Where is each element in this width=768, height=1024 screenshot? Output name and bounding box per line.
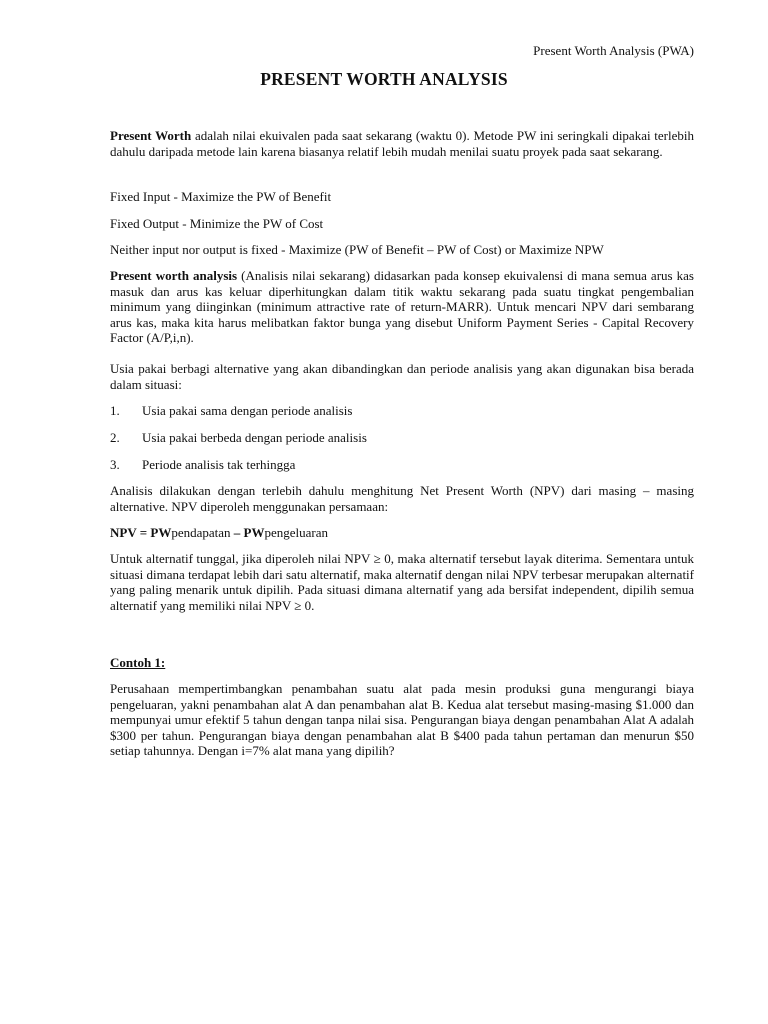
criteria-neither: Neither input nor output is fixed - Maximize (PW of Benefit – PW of Cost) or Maximize NPW [110, 242, 604, 257]
intro-text: adalah nilai ekuivalen pada saat sekarang (waktu 0). Metode PW ini seringkali dipakai terlebih dahulu daripada metode lain karena biasanya relatif lebih mudah menilai suatu proyek pada saat sekarang. [110, 128, 695, 159]
decision-text: Untuk alternatif tunggal, jika diperoleh nilai NPV ≥ 0, maka alternatif tersebut layak diterima. Sementara untuk situasi dimana terdapat lebih dari satu alternatif, maka alternatif dengan nilai NPV terbesar merupakan alternatif yang paling menarik untuk dipilih. Pada situasi dimana alternatif yang ada bersifat independent, dipilih semua alternatif yang memiliki nilai NPV ≥ 0. [110, 551, 694, 613]
formula-sub1: pendapatan [171, 525, 231, 540]
example-text: Perusahaan mempertimbangkan penambahan suatu alat pada mesin produksi guna mengurangi biaya pengeluaran, yakni penambahan alat A dan penambahan alat B. Kedua alat tersebut masing-masing $1.000 dan mempunyai umur efektif 5 tahun dengan tanpa nilai sisa. Pengurangan biaya dengan penambahan Alat A adalah $300 per tahun. Pengurangan biaya dengan penambahan alat B $400 pada tahun pertaman dan menurun $50 setiap tahunnya. Dengan i=7% alat mana yang dipilih? [110, 681, 694, 758]
list-item [110, 457, 295, 473]
pwa-paragraph [110, 268, 694, 346]
situations-intro [110, 361, 694, 392]
example-paragraph [110, 681, 694, 759]
formula-lhs: NPV = PW [110, 525, 172, 540]
list-number: 1. [110, 403, 120, 418]
list-text: Usia pakai sama dengan periode analisis [142, 403, 353, 418]
list-number: 3. [110, 457, 120, 472]
criteria-fixed-output: Fixed Output - Minimize the PW of Cost [110, 216, 324, 231]
running-header: Present Worth Analysis (PWA) [533, 43, 694, 58]
formula-minus: – PW [230, 525, 265, 540]
document-title: PRESENT WORTH ANALYSIS [260, 69, 508, 89]
intro-paragraph [110, 128, 694, 159]
pwa-text: (Analisis nilai sekarang) didasarkan pada konsep ekuivalensi di mana semua arus kas masuk dan arus kas keluar diperhitungkan dalam titik waktu sekarang pada suatu tingkat pengembalian minimum yang diinginkan (minimum attractive rate of return-MARR). Untuk mencari NPV dari sembarang arus kas, maka kita harus melibatkan faktor bunga yang disebut Uniform Payment Series - Capital Recovery Factor (A/P,i,n). [110, 268, 694, 345]
npv-intro-text: Analisis dilakukan dengan terlebih dahulu menghitung Net Present Worth (NPV) dari masing – masing alternative. NPV diperoleh menggunakan persamaan: [110, 483, 694, 514]
example-heading [110, 655, 694, 671]
situations-intro-text: Usia pakai berbagi alternative yang akan dibandingkan dan periode analisis yang akan digunakan bisa berada dalam situasi: [110, 361, 694, 392]
example-heading-text: Contoh 1: [110, 655, 166, 670]
list-text: Periode analisis tak terhingga [142, 457, 296, 472]
formula-sub2: pengeluaran [264, 525, 329, 540]
npv-formula [110, 525, 694, 541]
list-item [110, 430, 367, 446]
criteria-fixed-input: Fixed Input - Maximize the PW of Benefit [110, 189, 332, 204]
pwa-term: Present worth analysis [110, 268, 238, 283]
intro-term: Present Worth [110, 128, 192, 143]
list-number: 2. [110, 430, 120, 445]
list-text: Usia pakai berbeda dengan periode analisis [142, 430, 367, 445]
list-item [110, 403, 352, 419]
decision-paragraph [110, 551, 694, 613]
npv-intro [110, 483, 694, 514]
